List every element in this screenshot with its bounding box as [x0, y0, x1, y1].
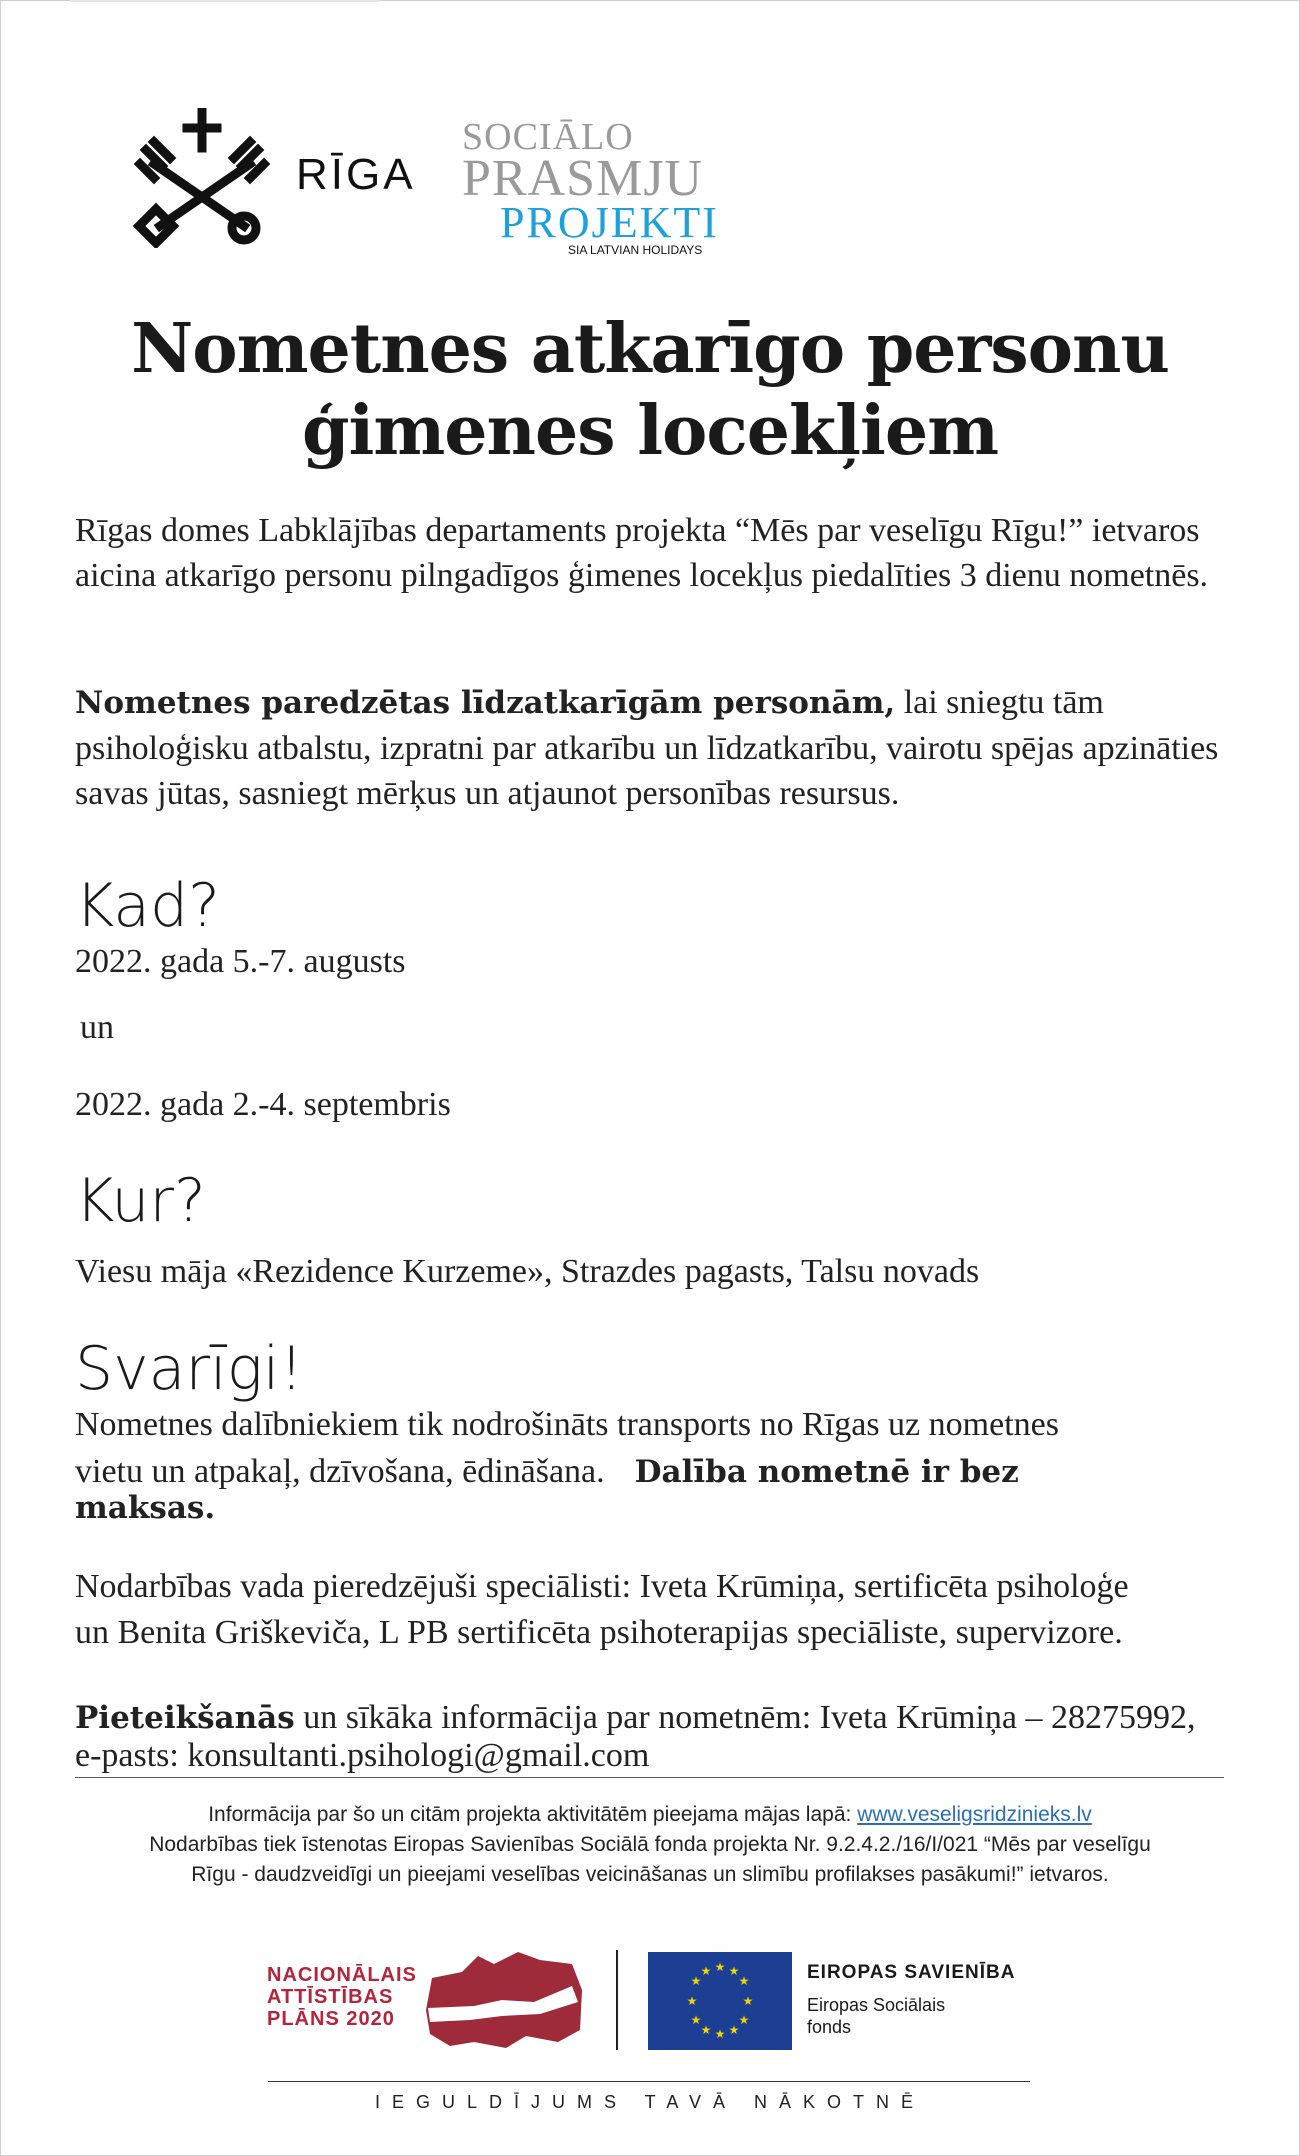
- top-divider: [70, 0, 380, 2]
- signup-bold: Pieteikšanās: [75, 1700, 295, 1736]
- eu-title: EIROPAS SAVIENĪBA: [807, 1962, 1016, 1983]
- partner-logo-line2: PRASMJU: [462, 150, 704, 207]
- latvia-map-icon: [422, 1950, 587, 2050]
- eu-flag-icon: [648, 1952, 792, 2050]
- logo-separator: [616, 1950, 618, 2050]
- signup-email: e-pasts: konsultanti.psihologi@gmail.com: [75, 1737, 650, 1774]
- svg-text:★: ★: [742, 1994, 754, 2008]
- free-participation-bold: Dalība nometnē ir bez: [634, 1454, 1019, 1490]
- svg-text:★: ★: [738, 2013, 750, 2027]
- leaders-line-1: Nodarbības vada pieredzējuši speciālisti: Iveta Krūmiņa, sertificēta psiholoģe: [75, 1568, 1129, 1605]
- nap-logo-text: [267, 1964, 417, 2030]
- svg-text:★: ★: [714, 2027, 726, 2041]
- partner-logo-line1: SOCIĀLO: [462, 116, 634, 158]
- important-heading: Svarīgi!: [75, 1334, 304, 1404]
- purpose-paragraph: [75, 680, 1225, 816]
- page-title: [0, 308, 1300, 472]
- free-participation-bold-2: maksas.: [75, 1490, 216, 1526]
- riga-logo-text: RĪGA: [296, 150, 416, 199]
- where-place: Viesu māja «Rezidence Kurzeme», Strazdes pagasts, Talsu novads: [75, 1253, 980, 1290]
- svg-text:★: ★: [690, 2013, 702, 2027]
- slogan: IEGULDĪJUMS TAVĀ NĀKOTNĒ: [374, 2092, 926, 2112]
- partner-logo-line3: PROJEKTI: [500, 198, 719, 247]
- slogan-divider: [268, 2081, 1030, 2082]
- svg-text:★: ★: [700, 2023, 712, 2037]
- leaders-line-2: un Benita Griškeviča, L PB sertificēta psihoterapijas speciāliste, supervizore.: [75, 1614, 1123, 1651]
- footer-divider: [75, 1777, 1224, 1778]
- svg-text:★: ★: [738, 1974, 750, 1988]
- footer-project-line-2: Rīgu - daudzveidīgi un pieejami veselības veicināšanas un slimību profilakses pasākumi!” ietvaros.: [191, 1863, 1109, 1886]
- nap-line-1: NACIONĀLAIS: [267, 1964, 417, 1986]
- when-date-2: 2022. gada 2.-4. septembris: [75, 1086, 451, 1123]
- svg-text:★: ★: [700, 1964, 712, 1978]
- important-line-2-text: vietu un atpakaļ, dzīvošana, ēdināšana.: [75, 1453, 605, 1490]
- where-heading: Kur?: [75, 1166, 206, 1236]
- footer-info-text: Informācija par šo un citām projekta aktivitātēm pieejama mājas lapā:: [208, 1803, 858, 1826]
- website-link[interactable]: www.veseligsridzinieks.lv: [857, 1803, 1092, 1826]
- title-line-2: ģimenes locekļiem: [301, 391, 999, 471]
- intro-paragraph: Rīgas domes Labklājības departaments projekta “Mēs par veselīgu Rīgu!” ietvaros aicina atkarīgo personu pilngadīgos ģimenes locekļus piedalīties 3 dienu nometnēs.: [75, 512, 1209, 594]
- footer-info-line: [0, 1800, 1300, 1830]
- purpose-text: lai sniegtu tām psiholoģisku atbalstu, izpratni par atkarību un līdzatkarību, vairotu spējas apzināties savas jūtas, sasniegt mērķus un atjaunot personības resursus.: [75, 684, 1219, 812]
- svg-text:★: ★: [728, 1964, 740, 1978]
- important-line-1: Nometnes dalībniekiem tik nodrošināts transports no Rīgas uz nometnes: [75, 1406, 1059, 1443]
- svg-text:★: ★: [714, 1960, 726, 1974]
- nap-line-3: PLĀNS 2020: [267, 2008, 395, 2030]
- eu-fund-name: Eiropas Sociālais fonds: [807, 1995, 946, 2037]
- signup-line-1: [75, 1698, 1196, 1738]
- partner-company: SIA LATVIAN HOLIDAYS: [568, 243, 703, 257]
- svg-text:★: ★: [728, 2023, 740, 2037]
- svg-text:★: ★: [686, 1994, 698, 2008]
- when-connector: un: [80, 1009, 114, 1046]
- footer-project-line-1: Nodarbības tiek īstenotas Eiropas Savienības Sociālā fonda projekta Nr. 9.2.4.2./16/I/021 “Mēs par veselīgu: [149, 1833, 1151, 1856]
- when-heading: Kad?: [75, 871, 220, 941]
- important-line-2: [75, 1452, 1019, 1492]
- when-date-1: 2022. gada 5.-7. augusts: [75, 943, 406, 980]
- riga-crossed-keys-icon: [132, 108, 272, 248]
- svg-text:★: ★: [690, 1974, 702, 1988]
- nap-line-2: ATTĪSTĪBAS: [267, 1986, 394, 2008]
- purpose-bold: Nometnes paredzētas līdzatkarīgām personām,: [75, 685, 896, 721]
- signup-text: un sīkāka informācija par nometnēm: Iveta Krūmiņa – 28275992,: [294, 1699, 1196, 1736]
- title-line-1: Nometnes atkarīgo personu: [131, 309, 1169, 389]
